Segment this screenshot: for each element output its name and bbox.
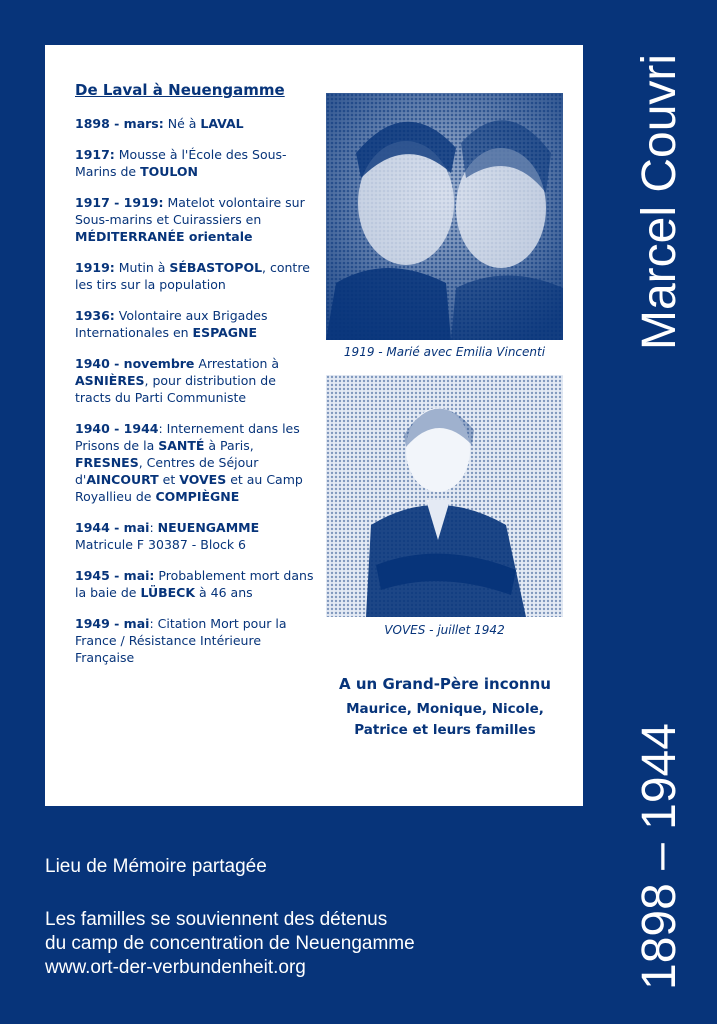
timeline bbox=[75, 81, 315, 680]
timeline-text: Volontaire aux Brigades Internationales en bbox=[75, 308, 268, 340]
footer-title: Lieu de Mémoire partagée bbox=[45, 856, 267, 877]
dedication-title: A un Grand-Père inconnu bbox=[339, 675, 551, 693]
timeline-text: et bbox=[158, 472, 180, 487]
timeline-entry bbox=[75, 420, 315, 505]
timeline-text: : bbox=[149, 520, 158, 535]
timeline-entry bbox=[75, 615, 315, 666]
timeline-text: et au Camp Royallieu de bbox=[75, 472, 303, 504]
timeline-keyword: SANTÉ bbox=[158, 438, 205, 453]
timeline-entry bbox=[75, 567, 315, 601]
timeline-text: Mousse à l'École des Sous-Marins de bbox=[75, 147, 287, 179]
timeline-entries bbox=[75, 115, 315, 666]
timeline-keyword: SÉBASTOPOL bbox=[169, 260, 263, 275]
timeline-text: : Internement dans les Prisons de la bbox=[75, 421, 300, 453]
timeline-keyword: 1898 - mars: bbox=[75, 116, 164, 131]
timeline-text: Matelot volontaire sur Sous-marins et Cuirassiers en bbox=[75, 195, 305, 227]
timeline-entry bbox=[75, 519, 315, 553]
portrait-photo-caption: VOVES - juillet 1942 bbox=[384, 623, 505, 637]
timeline-keyword: LÜBECK bbox=[140, 585, 196, 600]
timeline-keyword: AINCOURT bbox=[86, 472, 159, 487]
timeline-text: Matricule F 30387 - Block 6 bbox=[75, 537, 247, 552]
footer-url: www.ort-der-verbundenheit.org bbox=[45, 957, 306, 978]
timeline-keyword: COMPIÈGNE bbox=[155, 489, 240, 504]
footer-text bbox=[45, 908, 415, 980]
person-name: Marcel Couvri bbox=[633, 53, 686, 350]
timeline-text: à 46 ans bbox=[195, 585, 253, 600]
timeline-keyword: 1949 - mai bbox=[75, 616, 150, 631]
timeline-heading: De Laval à Neuengamme bbox=[75, 81, 285, 99]
timeline-keyword: VOVES bbox=[179, 472, 227, 487]
timeline-keyword: 1940 - 1944 bbox=[75, 421, 159, 436]
memorial-card bbox=[45, 45, 583, 806]
wedding-photo-caption: 1919 - Marié avec Emilia Vincenti bbox=[343, 345, 546, 359]
wedding-photo bbox=[326, 93, 563, 340]
dedication-line: Maurice, Monique, Nicole, bbox=[346, 701, 544, 717]
timeline-keyword: FRESNES bbox=[75, 455, 139, 470]
timeline-keyword: 1945 - mai: bbox=[75, 568, 155, 583]
timeline-keyword: ASNIÈRES bbox=[75, 373, 145, 388]
timeline-text: : Citation Mort pour la France / Résistance Intérieure Française bbox=[75, 616, 287, 665]
timeline-entry bbox=[75, 115, 315, 132]
dedication-line: Patrice et leurs familles bbox=[354, 722, 536, 738]
timeline-entry bbox=[75, 194, 315, 245]
timeline-keyword: LAVAL bbox=[200, 116, 244, 131]
timeline-keyword: TOULON bbox=[140, 164, 198, 179]
timeline-text: à Paris, bbox=[204, 438, 254, 453]
life-years: 1898 – 1944 bbox=[633, 723, 686, 990]
timeline-text: Arrestation à bbox=[194, 356, 280, 371]
timeline-keyword: NEUENGAMME bbox=[157, 520, 260, 535]
timeline-entry bbox=[75, 355, 315, 406]
timeline-entry bbox=[75, 146, 315, 180]
timeline-keyword: 1917: bbox=[75, 147, 115, 162]
timeline-keyword: ESPAGNE bbox=[192, 325, 258, 340]
timeline-keyword: 1944 - mai bbox=[75, 520, 150, 535]
timeline-keyword: 1917 - 1919: bbox=[75, 195, 164, 210]
timeline-keyword: 1936: bbox=[75, 308, 115, 323]
timeline-keyword: 1919: bbox=[75, 260, 115, 275]
footer-line: du camp de concentration de Neuengamme bbox=[45, 933, 415, 954]
timeline-text: , Centres de Séjour d' bbox=[75, 455, 259, 487]
timeline-text: Probablement mort dans la baie de bbox=[75, 568, 314, 600]
timeline-text: , pour distribution de tracts du Parti Communiste bbox=[75, 373, 276, 405]
timeline-text: , contre les tirs sur la population bbox=[75, 260, 310, 292]
timeline-keyword: 1940 - novembre bbox=[75, 356, 195, 371]
timeline-text: Mutin à bbox=[114, 260, 170, 275]
timeline-entry bbox=[75, 307, 315, 341]
timeline-text: Né à bbox=[163, 116, 201, 131]
timeline-keyword: MÉDITERRANÉE orientale bbox=[75, 229, 253, 244]
portrait-photo bbox=[326, 375, 563, 617]
footer-line: Les familles se souviennent des détenus bbox=[45, 909, 388, 930]
timeline-entry bbox=[75, 259, 315, 293]
dedication bbox=[315, 675, 575, 741]
